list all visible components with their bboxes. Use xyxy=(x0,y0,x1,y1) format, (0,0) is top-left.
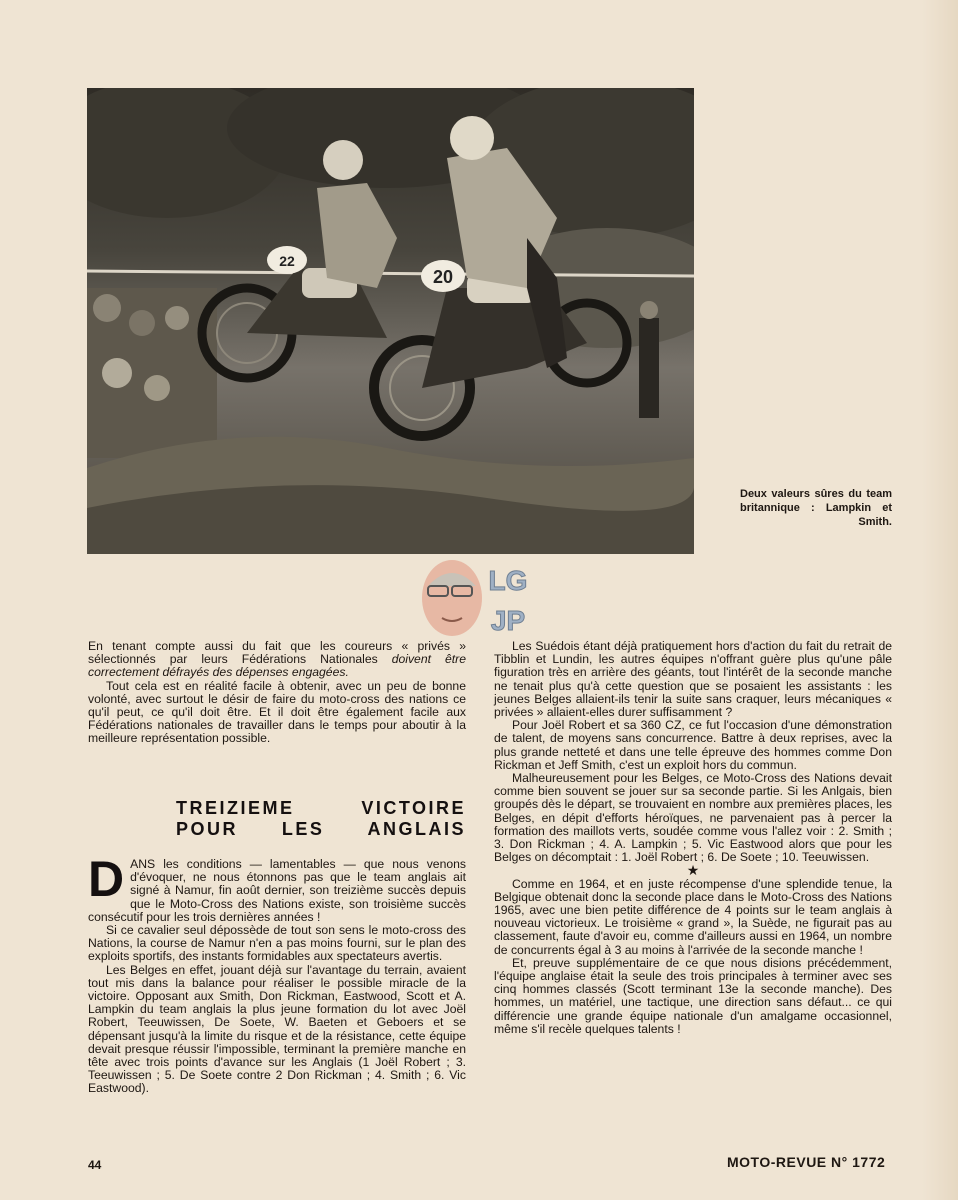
page-number: 44 xyxy=(88,1158,102,1172)
face-logo-icon xyxy=(416,556,546,642)
right-paragraph-1: Les Suédois étant déjà pratiquement hors d'action du fait du retrait de Tibblin et Lundin, les autres équipes n'offrant guère plus qu'une pâle figuration très en arrière des géants, tout l'intérêt de la seconde manche ne tenait plus qu'à cette question que se posaient les assistants : les jeunes Belges allaient-ils tenir la suite sans craquer, leurs mécaniques « privées » allaient-elles durer suffisamment ? xyxy=(494,639,892,720)
section-body xyxy=(88,851,466,1096)
intro-p1-text: En tenant compte aussi du fait que les coureurs « privés » sélectionnés par leurs Fédérations Nationales xyxy=(88,639,466,667)
heading-line-1: TREIZIEME VICTOIRE xyxy=(176,798,466,818)
number-plate-left: 22 xyxy=(279,253,295,269)
intro-p1-italic: doivent être correctement défrayés des dépenses engagées. xyxy=(88,652,466,680)
intro-paragraph-1 xyxy=(88,640,466,680)
watermark-logo xyxy=(416,556,546,642)
motocross-photo xyxy=(87,88,694,554)
motocross-photo-icon xyxy=(87,88,694,554)
left-column-intro xyxy=(88,640,466,746)
heading-line-2: POUR LES ANGLAIS xyxy=(176,819,466,839)
section-paragraph-1 xyxy=(88,851,466,924)
logo-letters-bottom: JP xyxy=(490,605,526,636)
section-paragraph-2: Si ce cavalier seul dépossède de tout son sens le moto-cross des Nations, la course de Namur n'en a pas moins fourni, sur le plan des exploits sportifs, des instants formidables aux spectateurs avertis. xyxy=(88,923,466,964)
page-edge xyxy=(922,0,958,1200)
right-column xyxy=(494,640,892,1036)
right-paragraph-5: Et, preuve supplémentaire de ce que nous disions précédemment, l'équipe anglaise était la seule des trois principales à terminer avec ses cinq hommes classés (Scott terminant 13e la seconde manche). Des hommes, un matériel, une tactique, une direction sans défaut... ce qui différencie une grande équipe nationale d'un amalgame occasionnel, même s'il recèle quelques talents ! xyxy=(494,955,892,1036)
section-p1-text: ANS les conditions — lamentables — que nous venons d'évoquer, ne nous étonnons pas que le team anglais ait signé à Namur, fin août dernier, son treizième succès depuis que le Moto-Cross des Nations existe, son troisième succès consécutif pour les trois dernières années ! xyxy=(88,857,466,924)
section-paragraph-3: Les Belges en effet, jouant déjà sur l'avantage du terrain, avaient tout mis dans la balance pour réaliser le possible miracle de la victoire. Opposant aux Smith, Don Rickman, Eastwood, Scott et A. Lampkin du team anglais la plus jeune formation du lot avec Joël Robert, Teeuwissen, De Soete, W. Baeten et Geboers et se dépensant jusqu'à la limite du risque et de la résistance, cette équipe devait presque réussir l'impossible, terminant la première manche en tête avec trois points d'avance sur les Anglais (1 Joël Robert ; 3. Teeuwissen ; 5. De Soete contre 2 Don Rickman ; 4. Smith ; 6. Vic Eastwood). xyxy=(88,962,466,1096)
section-heading xyxy=(176,798,466,840)
intro-paragraph-2: Tout cela est en réalité facile à obtenir, avec un peu de bonne volonté, avec surtout le désir de faire du moto-cross des nations ce qu'il peut, ce qu'il doit être. Et il doit être également facile aux Fédérations nationales de travailler dans le temps pour aboutir à la meilleure représentation possible. xyxy=(88,678,466,746)
right-paragraph-3: Malheureusement pour les Belges, ce Moto-Cross des Nations devait comme bien souvent se jouer sur sa seconde partie. Si les Anlgais, bien groupés dès le départ, se trouvaient en nombre aux premières places, les Belges, en dépit d'efforts héroïques, ne parvenaient pas à percer la formation des maillots verts, soudée comme vous l'allez voir : 2. Smith ; 3. Don Rickman ; 4. A. Lampkin ; 5. Vic Eastwood alors que pour les Belges on décomptait : 1. Joël Robert ; 6. De Soete ; 10. Teeuwissen. xyxy=(494,771,892,865)
right-paragraph-2: Pour Joël Robert et sa 360 CZ, ce fut l'occasion d'une démonstration de talent, de moyens sans concurrence. Battre à deux reprises, avec la plus grande netteté et dans une telle épreuve des hommes comme Don Rickman et Jeff Smith, c'est un exploit hors du commun. xyxy=(494,718,892,772)
magazine-issue: MOTO-REVUE N° 1772 xyxy=(727,1154,886,1170)
drop-cap: D xyxy=(88,851,125,907)
photo-caption: Deux valeurs sûres du team britannique : Lampkin et Smith. xyxy=(740,488,892,528)
right-paragraph-4: Comme en 1964, et en juste récompense d'une splendide tenue, la Belgique obtenait donc la seconde place dans le Moto-Cross des Nations 1965, avec une bien petite différence de 4 points sur le team anglais à nouveau victorieux. Le troisième « grand », la Suède, ne figurait pas au classement, faute d'avoir eu, comme d'ailleurs aussi en 1964, un nombre de concurrents égal à 3 au moins à l'arrivée de la seconde manche ! xyxy=(494,876,892,957)
star-separator: ★ xyxy=(686,862,700,879)
number-plate-right: 20 xyxy=(432,267,454,287)
logo-letters-top: LG xyxy=(488,565,528,596)
